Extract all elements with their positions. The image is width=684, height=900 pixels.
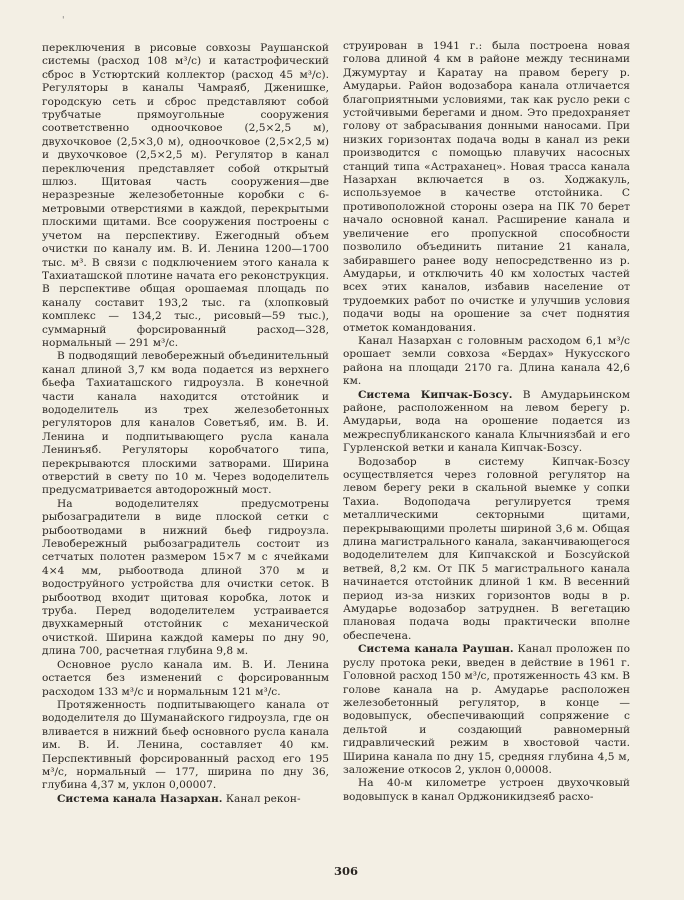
paragraph-text: Канал рекон- <box>225 792 301 805</box>
paragraph: В подводящий левобережный объединительный канал длиной 3,7 км вода подается из верхнего бьефа Тахиаташского гидроузла. В конечной части канала находится отстойник и вододелитель из трех железобетонных регуляторов для каналов Советъяб, им. В. И. Ленина и подпитывающего русла канала Ленинъяб. Регуляторы коробчатого типа, перекрываются плоскими затворами. Ширина отверстий в свету по 10 м. Через вододелитель предусматривается автодорожный мост. <box>42 350 329 497</box>
paragraph <box>343 389 630 456</box>
paragraph: Водозабор в систему Кипчак-Бозсу осуществляется через головной регулятор на левом берегу реки в скальной выемке у сопки Тахиа. Водоподача регулируется тремя металлическими секторными щитами, перекрывающими пролеты шириной 3,6 м. Общая длина магистрального канала, заканчивающегося вододелителем для Кипчакской и Бозсуйской ветвей, 8,2 км. От ПК 5 магистрального канала начинается отстойник длиной 1 км. В весенний период из-за низких горизонтов воды в р. Амударье водозабор затруднен. В вегетацию плановая подача воды практически вполне обеспечена. <box>343 455 630 642</box>
section-heading: Система канала Назархан. <box>57 792 223 805</box>
paragraph: струирован в 1941 г.: была построена новая голова длиной 4 км в районе между теснинами Джумуртау и Каратау на правом берегу р. Амударьи. Район водозабора канала отличается благоприятными условиями, так как русло реки с устойчивыми берегами и дном. Это предохраняет голову от забрасывания донными наносами. При низких горизонтах подача воды в канал из реки производится с помощью плавучих насосных станций типа «Астраханец». Новая трасса канала Назархан включается в оз. Ходжакуль, используемое в качестве отстойника. С противоположной стороны озера на ПК 70 берет начало основной канал. Расширение канала и увеличение его пропускной способности позволило объединить питание 21 канала, забиравшего ранее воду непосредственно из р. Амударьи, и отключить 40 км холостых частей всех этих каналов, избавив население от трудоемких работ по очистке и улучшив условия подачи воды на орошение за счет поднятия отметок командования. <box>343 40 630 334</box>
paragraph: Канал Назархан с головным расходом 6,1 м³/с орошает земли совхоза «Бердах» Нукусского района на площади 2170 га. Длина канала 42,6 км. <box>343 334 630 388</box>
paragraph-text: Канал проложен по руслу протока реки, введен в действие в 1961 г. Головной расход 150 м³/с, протяженность 43 км. В голове канала на р. Амударье расположен железобетонный регулятор, в конце — водовыпуск, обеспечивающий сопряжение с дельтой и создающий равномерный гидравлический режим в хвостовой части. Ширина канала по дну 15, средняя глубина 4,5 м, заложение откосов 2, уклон 0,00008. <box>343 643 630 776</box>
corner-mark: ' <box>62 16 65 26</box>
section-heading: Система канала Раушан. <box>358 643 514 656</box>
paragraph: Протяженность подпитывающего канала от вододелителя до Шуманайского гидроузла, где он вливается в нижний бьеф основного русла канала им. В. И. Ленина, составляет 40 км. Перспективный форсированный расход его 195 м³/с, нормальный — 177, ширина по дну 36, глубина 4,37 м, уклон 0,00007. <box>42 698 329 792</box>
paragraph <box>343 643 630 777</box>
paragraph: На 40-м километре устроен двухочковый водовыпуск в канал Орджоникидзеяб расхо- <box>343 777 630 803</box>
section-heading: Система Кипчак-Бозсу. <box>358 388 513 401</box>
page-number: 306 <box>334 864 359 878</box>
paragraph: Основное русло канала им. В. И. Ленина остается без изменений с форсированным расходом 133 м³/с и нормальным 121 м³/с. <box>42 658 329 698</box>
paragraph: На вододелителях предусмотрены рыбозаградители в виде плоской сетки с рыбоотводами в нижний бьеф гидроузла. Левобережный рыбозаградитель состоит из сетчатых полотен размером 15×7 м с ячейками 4×4 мм, рыбоотвода длиной 370 м и водоструйного устройства для очистки сеток. В рыбоотвод входит щитовая коробка, лоток и труба. Перед вододелителем устраивается двухкамерный отстойник с механической очисткой. Ширина каждой камеры по дну 90, длина 700, расчетная глубина 9,8 м. <box>42 497 329 658</box>
left-column <box>42 42 329 806</box>
paragraph-text: В Амударьинском районе, расположенном на левом берегу р. Амударьи, вода на орошение подается из межреспубликанского канала Клычниязбай и его Гурленской ветки и канала Кипчак-Бозсу. <box>343 388 630 455</box>
paragraph <box>42 793 329 806</box>
paragraph: переключения в рисовые совхозы Раушанской системы (расход 108 м³/с) и катастрофический сброс в Устюртский коллектор (расход 45 м³/с). Регуляторы в каналы Чамраяб, Дженишке, городскую сеть и сброс представляют собой трубчатые прямоугольные сооружения соответственно одноочковое (2,5×2,5 м), двухочковое (2,5×3,0 м), одноочковое (2,5×2,5 м) и двухочковое (2,5×2,5 м). Регулятор в канал переключения представляет собой открытый шлюз. Щитовая часть сооружения—две неразрезные железобетонные коробки с 6-метровыми отверстиями в каждой, перекрытыми плоскими щитами. Все сооружения построены с учетом на перспективу. Ежегодный объем очистки по каналу им. В. И. Ленина 1200—1700 тыс. м³. В связи с подключением этого канала к Тахиаташской плотине начата его реконструкция. В перспективе общая орошаемая площадь по каналу составит 193,2 тыс. га (хлопковый комплекс — 134,2 тыс., рисовый—59 тыс.), суммарный форсированный расход—328, нормальный — 291 м³/с. <box>42 42 329 349</box>
right-column <box>343 40 630 804</box>
